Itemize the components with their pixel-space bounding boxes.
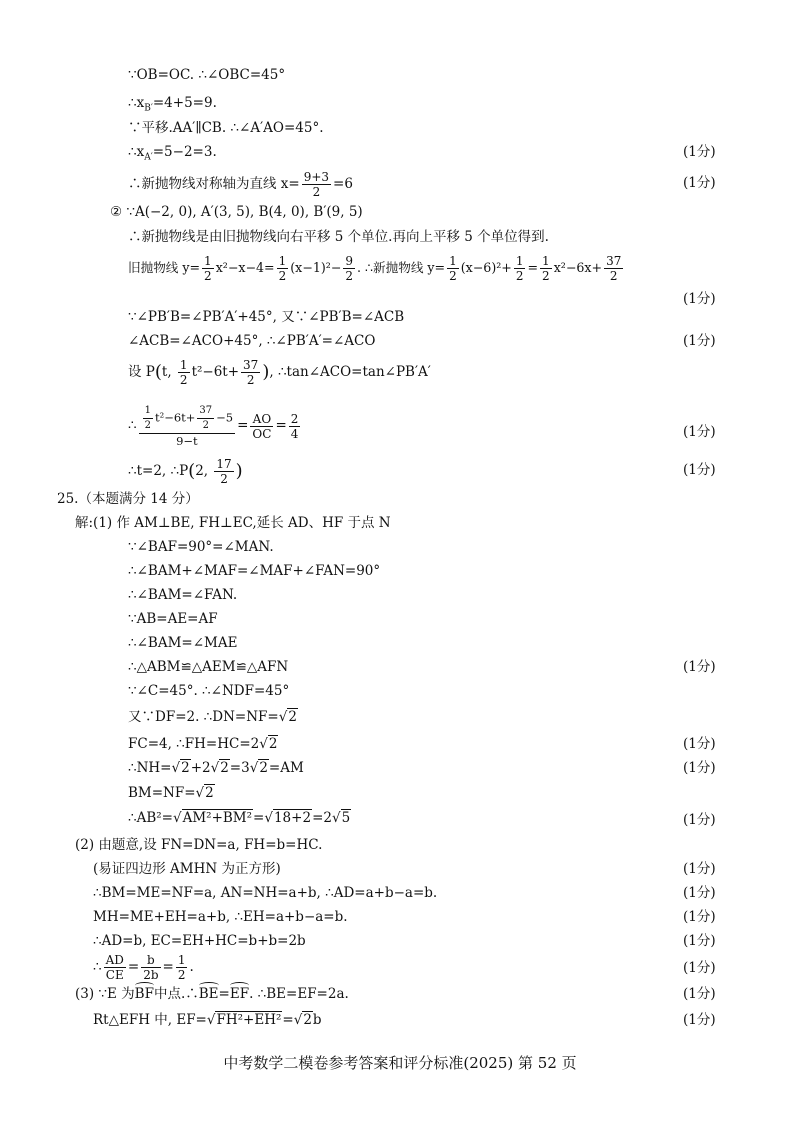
question-heading: 25.（本题满分 14 分） <box>57 491 199 507</box>
step-line: ∵OB=OC. ∴∠OBC=45° <box>128 67 286 83</box>
step-line: (易证四边形 AMHN 为正方形) <box>93 861 281 877</box>
score-mark: (1分) <box>683 933 716 949</box>
score-mark: (1分) <box>683 885 716 901</box>
score-mark: (1分) <box>683 659 716 675</box>
page-footer: 中考数学二模卷参考答案和评分标准(2025) 第 52 页 <box>223 1054 577 1072</box>
step-line: FC=4, ∴FH=HC=2√2 <box>128 736 278 752</box>
step-line: ∵∠PB′B=∠PB′A′+45°, 又∵∠PB′B=∠ACB <box>128 309 405 325</box>
step-line: ∵AB=AE=AF <box>128 611 218 627</box>
step-line: ∴NH=√2+2√2=3√2=AM <box>128 760 304 776</box>
step-line: 又∵DF=2. ∴DN=NF=√2 <box>128 709 297 725</box>
step-line: ∴AD=b, EC=EH+HC=b+b=2b <box>93 933 306 949</box>
score-mark: (1分) <box>683 986 716 1002</box>
step-line: Rt△EFH 中, EF=√FH²+EH²=√2b <box>93 1012 322 1028</box>
score-mark: (1分) <box>683 424 716 440</box>
step-line: ∴∠BAM+∠MAF=∠MAF+∠FAN=90° <box>128 563 381 579</box>
step-line: ∴∠BAM=∠FAN. <box>128 587 238 603</box>
step-line: ∴BM=ME=NF=a, AN=NH=a+b, ∴AD=a+b−a=b. <box>93 885 438 901</box>
step-line: ∴t=2, ∴P(2, $\frac{17}{2}$ ) <box>128 457 243 486</box>
step-line: ∵∠BAF=90°=∠MAN. <box>128 539 274 555</box>
step-line: (2) 由题意,设 FN=DN=a, FH=b=HC. <box>75 837 323 853</box>
step-line: ∴ $\frac{AD}{CE}$ = $\frac{b}{2b}$ = $\frac{1}{2}$ . <box>93 953 194 982</box>
score-mark: (1分) <box>683 760 716 776</box>
step-line: ∠ACB=∠ACO+45°, ∴∠PB′A′=∠ACO <box>128 333 376 349</box>
step-line: 设 P(t, $\frac{1}{2}$ t²−6t+ $\frac{37}{2}$ ), ∴tan∠ACO=tan∠PB′A′ <box>128 358 431 387</box>
step-line: BM=NF=√2 <box>128 785 214 801</box>
step-line: ∵∠C=45°. ∴∠NDF=45° <box>128 683 290 699</box>
step-line: ∴∠BAM=∠MAE <box>128 635 238 651</box>
score-mark: (1分) <box>683 291 716 307</box>
step-line: $\therefore x_{A'}=5-2=3$. <box>128 144 217 163</box>
score-mark: (1分) <box>683 175 716 191</box>
step-line: ∴新抛物线是由旧抛物线向右平移 5 个单位.再向上平移 5 个单位得到. <box>128 229 549 245</box>
score-mark: (1分) <box>683 909 716 925</box>
step-line: ② ∵A(−2, 0), A′(3, 5), B(4, 0), B′(9, 5) <box>110 204 363 220</box>
step-line: (3) ∵E 为BF中点.∴BE=EF. ∴BE=EF=2a. <box>75 986 349 1002</box>
score-mark: (1分) <box>683 144 716 160</box>
score-mark: (1分) <box>683 861 716 877</box>
step-line: MH=ME+EH=a+b, ∴EH=a+b−a=b. <box>93 909 348 925</box>
score-mark: (1分) <box>683 736 716 752</box>
score-mark: (1分) <box>683 960 716 976</box>
step-line: ∴△ABM≌△AEM≌△AFN <box>128 659 289 675</box>
step-line: ∵平移.AA′∥CB. ∴∠A′AO=45°. <box>128 120 324 136</box>
step-line: 解:(1) 作 AM⊥BE, FH⊥EC,延长 AD、HF 于点 N <box>75 515 391 531</box>
step-line: 旧抛物线 y= $\frac{1}{2}$ x²−x−4= $\frac{1}{2}$ (x−1)²− $\frac{9}{2}$ . ∴新抛物线 y= $\frac{1}{2}$ (x−6)²+ $\frac{1}{2}$ = $\frac{1}{2}$ x²−6x+ $\frac{37}{2}$ <box>128 254 622 283</box>
step-line: $\therefore x_{B'}=4+5=9$. <box>128 95 217 114</box>
score-mark: (1分) <box>683 333 716 349</box>
score-mark: (1分) <box>683 462 716 478</box>
step-line: ∴ $\frac{1}{2}$ t²−6t+ $\frac{37}{2}$ −5 9−t = $\frac{AO}{OC}$ = $\frac{2}{4}$ <box>128 405 299 448</box>
score-mark: (1分) <box>683 812 716 828</box>
step-line: ∴AB²=√AM²+BM²=√18+2=2√5 <box>128 810 351 826</box>
score-mark: (1分) <box>683 1012 716 1028</box>
step-line: ∴新抛物线对称轴为直线 x= $\frac{9+3}{2}$ =6 <box>128 170 353 199</box>
